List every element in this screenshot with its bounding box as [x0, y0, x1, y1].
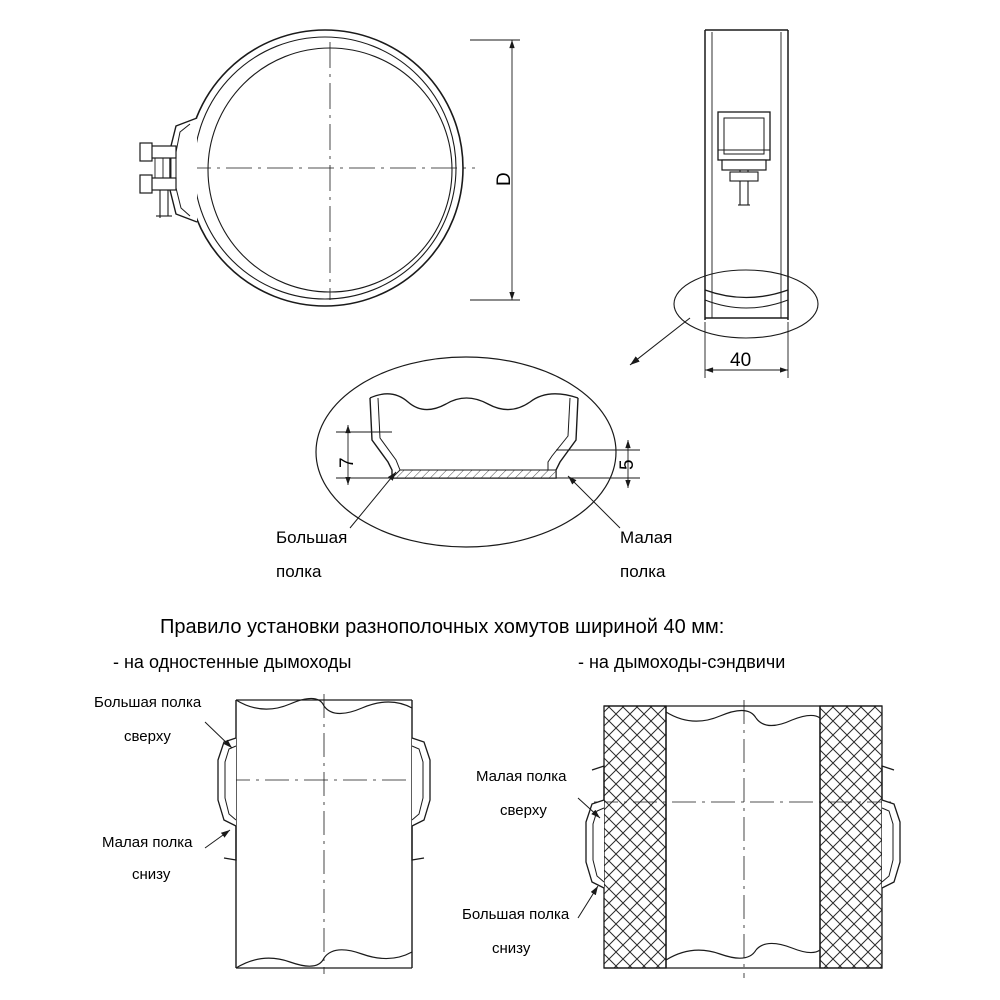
clamp-front-view — [140, 30, 475, 306]
sandwich-scheme — [578, 700, 900, 978]
sandwich-bottom-label-line1: Большая полка — [462, 906, 570, 923]
detail-small-shelf-label-line2: полка — [620, 562, 666, 581]
single-wall-scheme — [218, 694, 430, 974]
single-wall-top-label-line1: Большая полка — [94, 694, 202, 711]
dimension-width-label: 40 — [730, 350, 752, 371]
clamp-side-view — [674, 30, 818, 338]
detail-small-shelf-label-line1: Малая — [620, 528, 673, 547]
sandwich-bottom-label-line2: снизу — [492, 940, 531, 957]
dimension-diameter — [470, 40, 520, 300]
detail-leader — [630, 318, 690, 365]
profile-detail — [316, 357, 616, 547]
dimension-diameter-label: D — [494, 172, 515, 186]
main-title: Правило установки разнополочных хомутов шириной 40 мм: — [160, 616, 725, 638]
sandwich-top-label-line1: Малая полка — [476, 768, 567, 785]
single-wall-top-label-line2: сверху — [124, 728, 171, 745]
subtitle-right: - на дымоходы-сэндвичи — [578, 652, 786, 672]
single-wall-bottom-label-line1: Малая полка — [102, 834, 193, 851]
dimension-big-shelf-label: 7 — [337, 457, 358, 468]
sandwich-top-label-line2: сверху — [500, 802, 547, 819]
subtitle-left: - на одностенные дымоходы — [113, 652, 352, 672]
detail-label-leaders — [350, 472, 620, 528]
single-wall-bottom-label-line2: снизу — [132, 866, 171, 883]
detail-big-shelf-label-line2: полка — [276, 562, 322, 581]
dimension-small-shelf-label: 5 — [617, 459, 638, 470]
detail-big-shelf-label-line1: Большая — [276, 528, 348, 547]
